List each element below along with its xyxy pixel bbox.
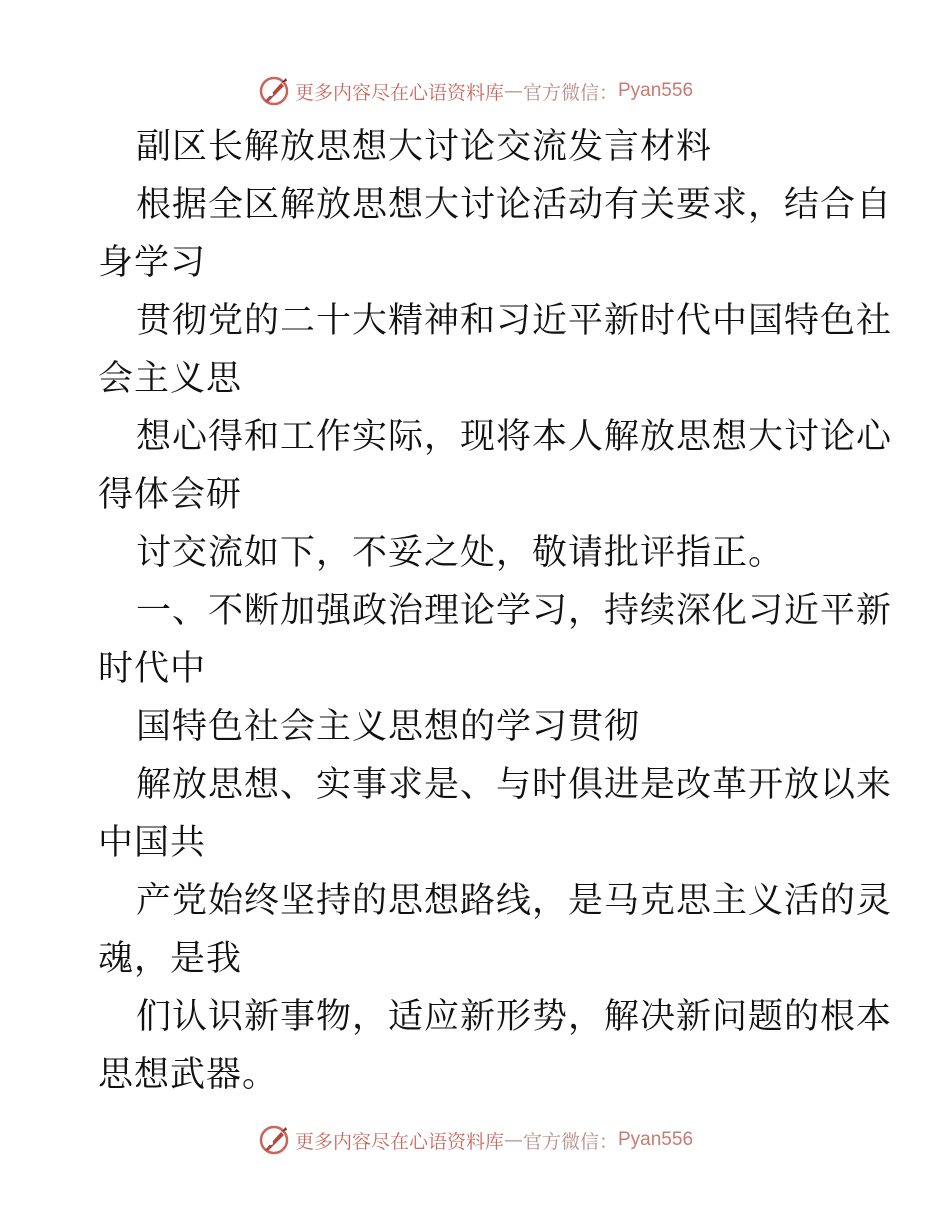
text-line: 解放思想、实事求是、与时俱进是改革开放以来 [136, 765, 893, 805]
text-line: 贯彻党的二十大精神和习近平新时代中国特色社 [136, 301, 893, 341]
watermark-contact-label: 官方微信： [522, 81, 618, 104]
footer-watermark [0, 1120, 950, 1160]
text-line: 魂，是我 [98, 939, 243, 979]
watermark-wechat-id: Pyan556 [618, 1129, 694, 1150]
text-line: 思想武器。 [98, 1055, 279, 1095]
section-heading-cont: 时代中 [98, 649, 207, 689]
document-title: 副区长解放思想大讨论交流发言材料 [136, 127, 713, 167]
watermark-separator: — [503, 80, 523, 102]
section-heading: 一、不断加强政治理论学习，持续深化习近平新 [136, 591, 893, 631]
watermark-separator: — [503, 1129, 523, 1151]
text-line: 身学习 [98, 243, 207, 283]
text-line: 得体会研 [98, 475, 243, 515]
text-line: 想心得和工作实际，现将本人解放思想大讨论心 [136, 417, 893, 457]
quill-logo-icon [257, 1123, 291, 1157]
text-line: 们认识新事物，适应新形势，解决新问题的根本 [136, 997, 893, 1037]
watermark-wechat-id: Pyan556 [618, 80, 694, 101]
header-watermark [0, 71, 950, 111]
watermark-main-text: 更多内容尽在心语资料库 [294, 1130, 504, 1153]
text-line: 根据全区解放思想大讨论活动有关要求，结合自 [136, 185, 893, 225]
watermark-main-text: 更多内容尽在心语资料库 [294, 81, 504, 104]
quill-logo-icon [257, 74, 291, 108]
section-heading-cont: 国特色社会主义思想的学习贯彻 [136, 707, 641, 747]
text-line: 会主义思 [98, 359, 243, 399]
watermark-contact-label: 官方微信： [522, 1130, 618, 1153]
text-line: 讨交流如下，不妥之处，敬请批评指正。 [136, 533, 785, 573]
document-body [98, 118, 893, 1104]
text-line: 中国共 [98, 823, 207, 863]
text-line: 产党始终坚持的思想路线，是马克思主义活的灵 [136, 881, 893, 921]
